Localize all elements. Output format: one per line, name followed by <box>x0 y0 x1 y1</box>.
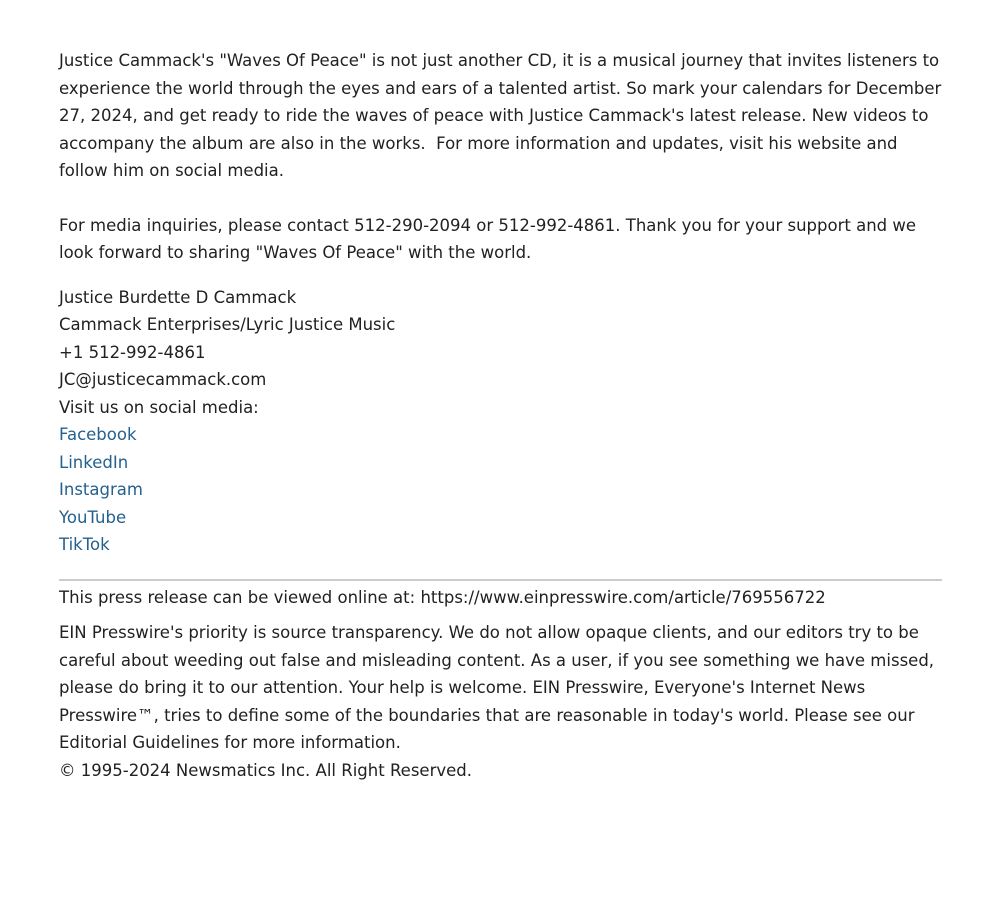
article-paragraph-2: For media inquiries, please contact 512-290-2094 or 512-992-4861. Thank you for your support and we look forward to sharing "Waves Of Peace" with the world. <box>59 215 917 262</box>
youtube-link[interactable]: YouTube <box>59 507 127 527</box>
contact-organization: Cammack Enterprises/Lyric Justice Music <box>59 315 396 334</box>
contact-name: Justice Burdette D Cammack <box>59 287 297 307</box>
copyright-text: © 1995-2024 Newsmatics Inc. All Right Reserved. <box>59 760 472 780</box>
instagram-link[interactable]: Instagram <box>59 480 143 499</box>
view-online-url: https://www.einpresswire.com/article/769556722 <box>420 587 826 607</box>
divider <box>59 579 942 581</box>
social-media-prompt: Visit us on social media: <box>59 397 259 417</box>
linkedin-link[interactable]: LinkedIn <box>59 452 129 472</box>
view-online-line <box>59 584 942 612</box>
view-online-label: This press release can be viewed online at: <box>59 587 416 607</box>
facebook-link[interactable]: Facebook <box>59 425 137 444</box>
contact-block <box>59 284 942 559</box>
tiktok-link[interactable]: TikTok <box>59 535 110 554</box>
contact-phone: +1 512-992-4861 <box>59 342 206 362</box>
disclaimer-text: EIN Presswire's priority is source transparency. We do not allow opaque clients, and our editors try to be careful about weeding out false and misleading content. As a user, if you see something we have missed, please do bring it to our attention. Your help is welcome. EIN Presswire, Everyone's Internet News Presswire™, tries to define some of the boundaries that are reasonable in today's world. Please see our Editorial Guidelines for more information. <box>59 623 935 752</box>
contact-email: JC@justicecammack.com <box>59 370 267 389</box>
article-paragraph-1: Justice Cammack's "Waves Of Peace" is not just another CD, it is a musical journey that invites listeners to experience the world through the eyes and ears of a talented artist. So mark your calendars for December 27, 2024, and get ready to ride the waves of peace with Justice Cammack's latest release. New videos to accompany the album are also in the works. For more information and updates, visit his website and follow him on social media. <box>59 51 947 180</box>
